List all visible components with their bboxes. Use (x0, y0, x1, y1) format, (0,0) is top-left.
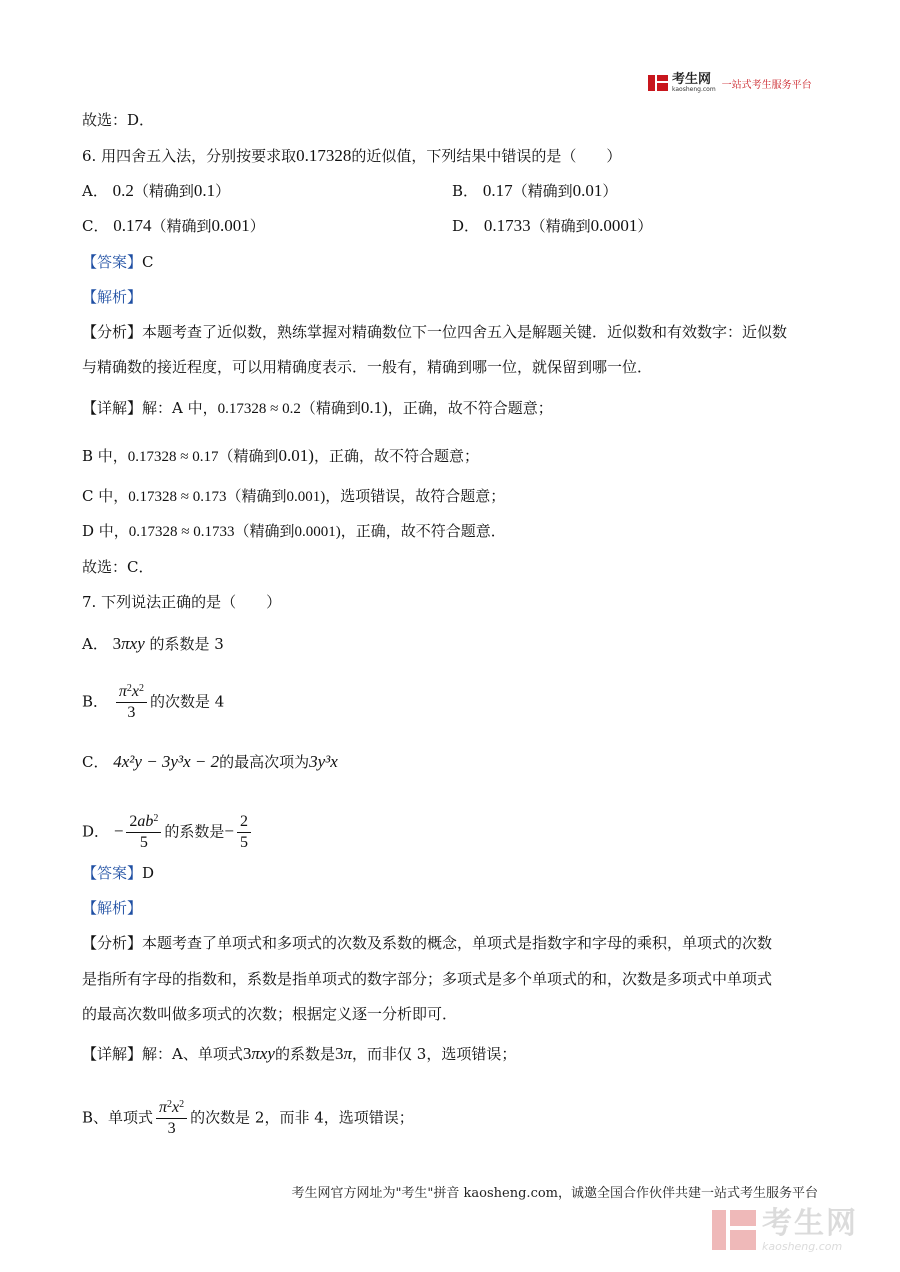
text: （精确到 (512, 182, 573, 200)
footer-text: 考生网官方网址为"考生"拼音 kaosheng.com，诚邀全国合作伙伴共建一站式考生服务平台 (291, 1186, 818, 1201)
expression: 0.17328 ≈ 0.1733 (128, 524, 235, 540)
expression: 0.17328 ≈ 0.173 (128, 489, 227, 505)
text: （精确到 (530, 217, 591, 235)
denominator: 5 (139, 834, 148, 851)
q6-option-d (452, 216, 652, 236)
fenxi-tag: 【分析】 (82, 323, 143, 341)
analysis-tag: 【解析】 (82, 899, 143, 917)
analysis-tag: 【解析】 (82, 288, 143, 306)
text: （精确到 (226, 487, 287, 505)
var: x (172, 1099, 180, 1116)
logo-url: kaosheng.com (672, 86, 716, 93)
detail-tag: 【详解】 (82, 1045, 143, 1063)
expression (113, 634, 145, 653)
label: C． (82, 217, 109, 235)
text: 与精确数的接近程度，可以用精确度表示．一般有，精确到哪一位，就保留到哪一位． (82, 358, 653, 376)
numerator: 2 (237, 812, 251, 833)
label: A． (82, 635, 108, 653)
watermark-url: kaosheng.com (762, 1239, 843, 1253)
numerator (116, 682, 147, 703)
q6-answer (82, 252, 154, 272)
q6-fenxi-line-2 (82, 357, 652, 377)
pi: π (343, 1044, 353, 1063)
number: 0.17328 (296, 146, 352, 165)
label: C． (82, 753, 109, 771)
label: D． (452, 217, 480, 235)
number: 0.1) (360, 398, 388, 417)
text: 6. 用四舍五入法，分别按要求取 (82, 147, 297, 165)
q6-detail-d (82, 521, 506, 542)
expression: 3y³x (309, 752, 338, 771)
expression: 0.17328 ≈ 0.2 (217, 401, 301, 417)
label: B． (82, 692, 109, 711)
text: ） (637, 217, 653, 235)
text: C 中， (82, 487, 129, 505)
coef: 2 (129, 813, 138, 830)
text: D 中， (82, 522, 129, 540)
text: B、单项式 (82, 1108, 154, 1127)
q7-fenxi-line-2 (82, 969, 772, 989)
text: 的近似值，下列结果中错误的是（ ） (351, 147, 622, 165)
text: 7. 下列说法正确的是（ ） (82, 593, 282, 611)
expression (335, 1044, 352, 1063)
text: 的次数是 4 (149, 692, 225, 711)
denominator: 3 (167, 1120, 176, 1137)
text: B 中， (82, 447, 128, 465)
text: （精确到 (300, 399, 361, 417)
logo-slogan: 一站式考生服务平台 (721, 79, 812, 91)
text: （精确到 (133, 182, 194, 200)
label: D． (82, 822, 110, 841)
text: 的系数是 (164, 822, 225, 841)
fraction (116, 682, 147, 723)
minus-sign: − (113, 821, 124, 841)
detail-tag: 【详解】 (82, 399, 143, 417)
value: 0.17 (482, 181, 513, 200)
label: B． (452, 182, 479, 200)
text: 本题考查了近似数，熟练掌握对精确数位下一位四舍五入是解题关键．近似数和有效数字：近似数 (142, 323, 788, 341)
numerator (126, 812, 161, 833)
q6-detail-c (82, 486, 505, 507)
q7-fenxi-line-3 (82, 1004, 457, 1024)
numerator (156, 1098, 187, 1119)
value: 0.1733 (483, 216, 531, 235)
text: 的系数是 3 (149, 635, 224, 653)
number: 0.01 (572, 181, 603, 200)
text: 解：A 中， (142, 399, 218, 417)
text: 的系数是 (274, 1045, 335, 1063)
number: 0.001 (211, 216, 250, 235)
q7-fenxi-line-1 (82, 933, 772, 953)
text: 的次数是 2，而非 4，选项错误； (190, 1108, 414, 1127)
question-7-stem (82, 592, 281, 612)
watermark-logo-icon (712, 1206, 756, 1254)
q7-detail-b (82, 1098, 414, 1139)
expression: 0.17328 ≈ 0.17 (127, 449, 219, 465)
q7-option-b (82, 682, 224, 723)
text: ，选项错误，故符合题意； (325, 487, 506, 505)
text: （精确到 (151, 217, 212, 235)
var: x (131, 683, 139, 700)
fraction (237, 812, 251, 853)
denominator: 5 (240, 834, 249, 851)
q6-detail-b (82, 446, 479, 467)
number: 0.0001 (590, 216, 638, 235)
watermark-text (762, 1205, 858, 1253)
text: 本题考查了单项式和多项式的次数及系数的概念，单项式是指数字和字母的乘积，单项式的次数 (142, 934, 773, 952)
fraction (156, 1098, 187, 1139)
q7-analysis-tag (82, 898, 142, 918)
q7-option-a (82, 634, 224, 654)
text: 是指所有字母的指数和，系数是指单项式的数字部分；多项式是多个单项式的和，次数是多项式中单项式 (82, 970, 773, 988)
text: （精确到 (234, 522, 295, 540)
header-logo (648, 70, 812, 96)
vars: xy (129, 634, 145, 653)
text: ，而非仅 3，选项错误； (352, 1045, 517, 1063)
coef: 3 (112, 634, 122, 653)
number: 0.0001) (294, 524, 341, 540)
text: ） (249, 217, 265, 235)
text: 解：A、单项式 (142, 1045, 243, 1063)
coef: 3 (335, 1044, 344, 1063)
pi: π (251, 1044, 260, 1063)
number: 0.1 (193, 181, 216, 200)
pi: π (159, 1099, 168, 1116)
answer-value: C (142, 253, 154, 271)
expression: 4x²y − 3y³x − 2 (113, 752, 220, 771)
q7-option-c (82, 752, 338, 772)
exp: 2 (167, 1099, 173, 1110)
exp: 2 (153, 813, 159, 824)
exp: 2 (179, 1099, 185, 1110)
answer-tag: 【答案】 (82, 864, 143, 882)
pi: π (121, 634, 130, 653)
exp: 2 (138, 683, 144, 694)
q7-detail-a (82, 1044, 516, 1064)
text: ） (215, 182, 231, 200)
text: ，正确，故不符合题意； (387, 399, 553, 417)
q6-option-a (82, 181, 230, 201)
answer-value: D (142, 864, 155, 882)
question-6-stem (82, 146, 621, 166)
text: 的最高次项为 (219, 753, 310, 771)
logo-name: 考生网 (672, 72, 712, 87)
q6-fenxi-line-1 (82, 322, 787, 342)
answer-tag: 【答案】 (82, 253, 143, 271)
text: ，正确，故不符合题意； (313, 447, 479, 465)
value: 0.174 (113, 216, 152, 235)
q6-detail-a (82, 398, 553, 419)
logo-icon (648, 73, 668, 93)
fenxi-tag: 【分析】 (82, 934, 143, 952)
logo-text (672, 73, 716, 93)
q7-option-d (82, 812, 254, 853)
q6-analysis-tag (82, 287, 142, 307)
pi: π (118, 683, 127, 700)
q6-option-b (452, 181, 617, 201)
expression (243, 1044, 275, 1063)
text: ） (602, 182, 618, 200)
number: 0.01) (278, 446, 314, 465)
text: ，正确，故不符合题意． (340, 522, 506, 540)
watermark-name: 考生网 (762, 1205, 858, 1241)
text: 故选：C． (82, 558, 154, 576)
text: 故选：D． (82, 111, 155, 129)
number: 0.001) (286, 489, 326, 505)
minus-sign: − (224, 821, 235, 841)
fraction (126, 812, 161, 853)
coef: 3 (242, 1044, 252, 1063)
q6-conclusion (82, 557, 153, 577)
text: （精确到 (218, 447, 279, 465)
exp: 2 (126, 683, 132, 694)
conclusion-line (82, 110, 154, 130)
watermark (712, 1200, 892, 1260)
value: 0.2 (112, 181, 134, 200)
label: A． (82, 182, 108, 200)
q7-answer (82, 863, 154, 883)
text: 的最高次数叫做多项式的次数；根据定义逐一分析即可． (82, 1005, 458, 1023)
q6-option-c (82, 216, 265, 236)
denominator: 3 (127, 704, 136, 721)
vars: xy (259, 1044, 275, 1063)
vars: ab (137, 813, 154, 830)
